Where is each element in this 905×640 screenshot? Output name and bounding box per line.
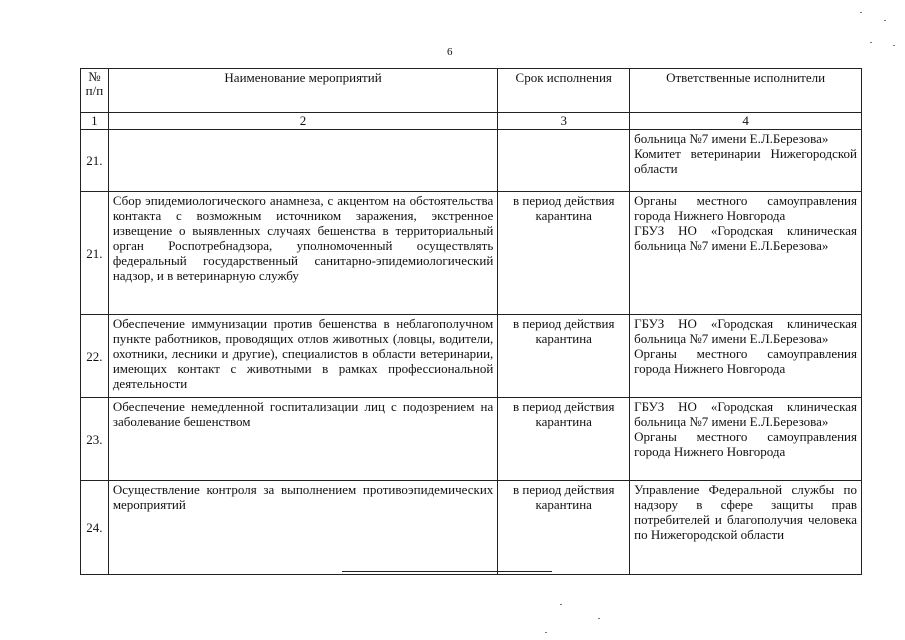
signature-rule (342, 571, 552, 572)
responsible-line: Органы местного самоуправления города Нижнего Новгорода (634, 429, 857, 459)
row-name (108, 130, 497, 192)
scan-speck (870, 42, 872, 43)
row-number: 22. (81, 315, 109, 398)
responsible-line: Органы местного самоуправления города Нижнего Новгорода (634, 346, 857, 376)
index-cell: 3 (498, 113, 630, 130)
row-term: в период действия карантина (498, 398, 630, 481)
scan-speck (893, 45, 895, 46)
column-index-row (81, 113, 862, 130)
scan-speck (560, 604, 562, 605)
page-number: 6 (447, 46, 453, 58)
table-row (81, 481, 862, 575)
row-responsible (630, 398, 862, 481)
scan-speck (545, 632, 547, 633)
row-number: 23. (81, 398, 109, 481)
index-cell: 1 (81, 113, 109, 130)
row-term (498, 130, 630, 192)
row-term: в период действия карантина (498, 192, 630, 315)
header-term: Срок исполнения (498, 69, 630, 113)
table-row (81, 315, 862, 398)
responsible-line: Управление Федеральной службы по надзору в сфере защиты прав потребителей и благополучия человека по Нижегородской области (634, 482, 857, 542)
row-term: в период действия карантина (498, 315, 630, 398)
row-responsible (630, 481, 862, 575)
responsible-line: ГБУЗ НО «Городская клиническая больница №7 имени Е.Л.Березова» (634, 223, 857, 253)
row-number: 21. (81, 130, 109, 192)
index-cell: 2 (108, 113, 497, 130)
row-responsible (630, 192, 862, 315)
responsible-line: ГБУЗ НО «Городская клиническая больница №7 имени Е.Л.Березова» (634, 399, 857, 429)
index-cell: 4 (630, 113, 862, 130)
row-responsible (630, 315, 862, 398)
row-responsible (630, 130, 862, 192)
row-name: Сбор эпидемиологического анамнеза, с акцентом на обстоятельства контакта с возможным источником заражения, экстренное извещение о выявленных случаях бешенства в территориальный орган Роспотребнадзора, уполномоченный осуществлять федеральный государственный санитарно-эпидемиологический надзор, и в ветеринарную службу (108, 192, 497, 315)
measures-table (80, 68, 862, 575)
responsible-line: Органы местного самоуправления города Нижнего Новгорода (634, 193, 857, 223)
responsible-line: Комитет ветеринарии Нижегородской области (634, 146, 857, 176)
scan-speck (598, 618, 600, 619)
table-row (81, 192, 862, 315)
scan-speck (884, 20, 886, 21)
header-num: № п/п (81, 69, 109, 113)
row-term: в период действия карантина (498, 481, 630, 575)
table-header-row (81, 69, 862, 113)
responsible-line: больница №7 имени Е.Л.Березова» (634, 131, 829, 146)
header-name: Наименование мероприятий (108, 69, 497, 113)
row-number: 24. (81, 481, 109, 575)
header-resp: Ответственные исполнители (630, 69, 862, 113)
row-number: 21. (81, 192, 109, 315)
table-row (81, 398, 862, 481)
responsible-line: ГБУЗ НО «Городская клиническая больница №7 имени Е.Л.Березова» (634, 316, 857, 346)
row-name: Обеспечение иммунизации против бешенства в неблагополучном пункте работников, проводящих отлов животных (ловцы, водители, охотники, лесники и другие), специалистов в области ветеринарии, имеющих контакт с животными в рамках профессиональной деятельности (108, 315, 497, 398)
row-name: Обеспечение немедленной госпитализации лиц с подозрением на заболевание бешенством (108, 398, 497, 481)
table-row (81, 130, 862, 192)
row-name: Осуществление контроля за выполнением противоэпидемических мероприятий (108, 481, 497, 575)
scan-speck (860, 12, 862, 13)
